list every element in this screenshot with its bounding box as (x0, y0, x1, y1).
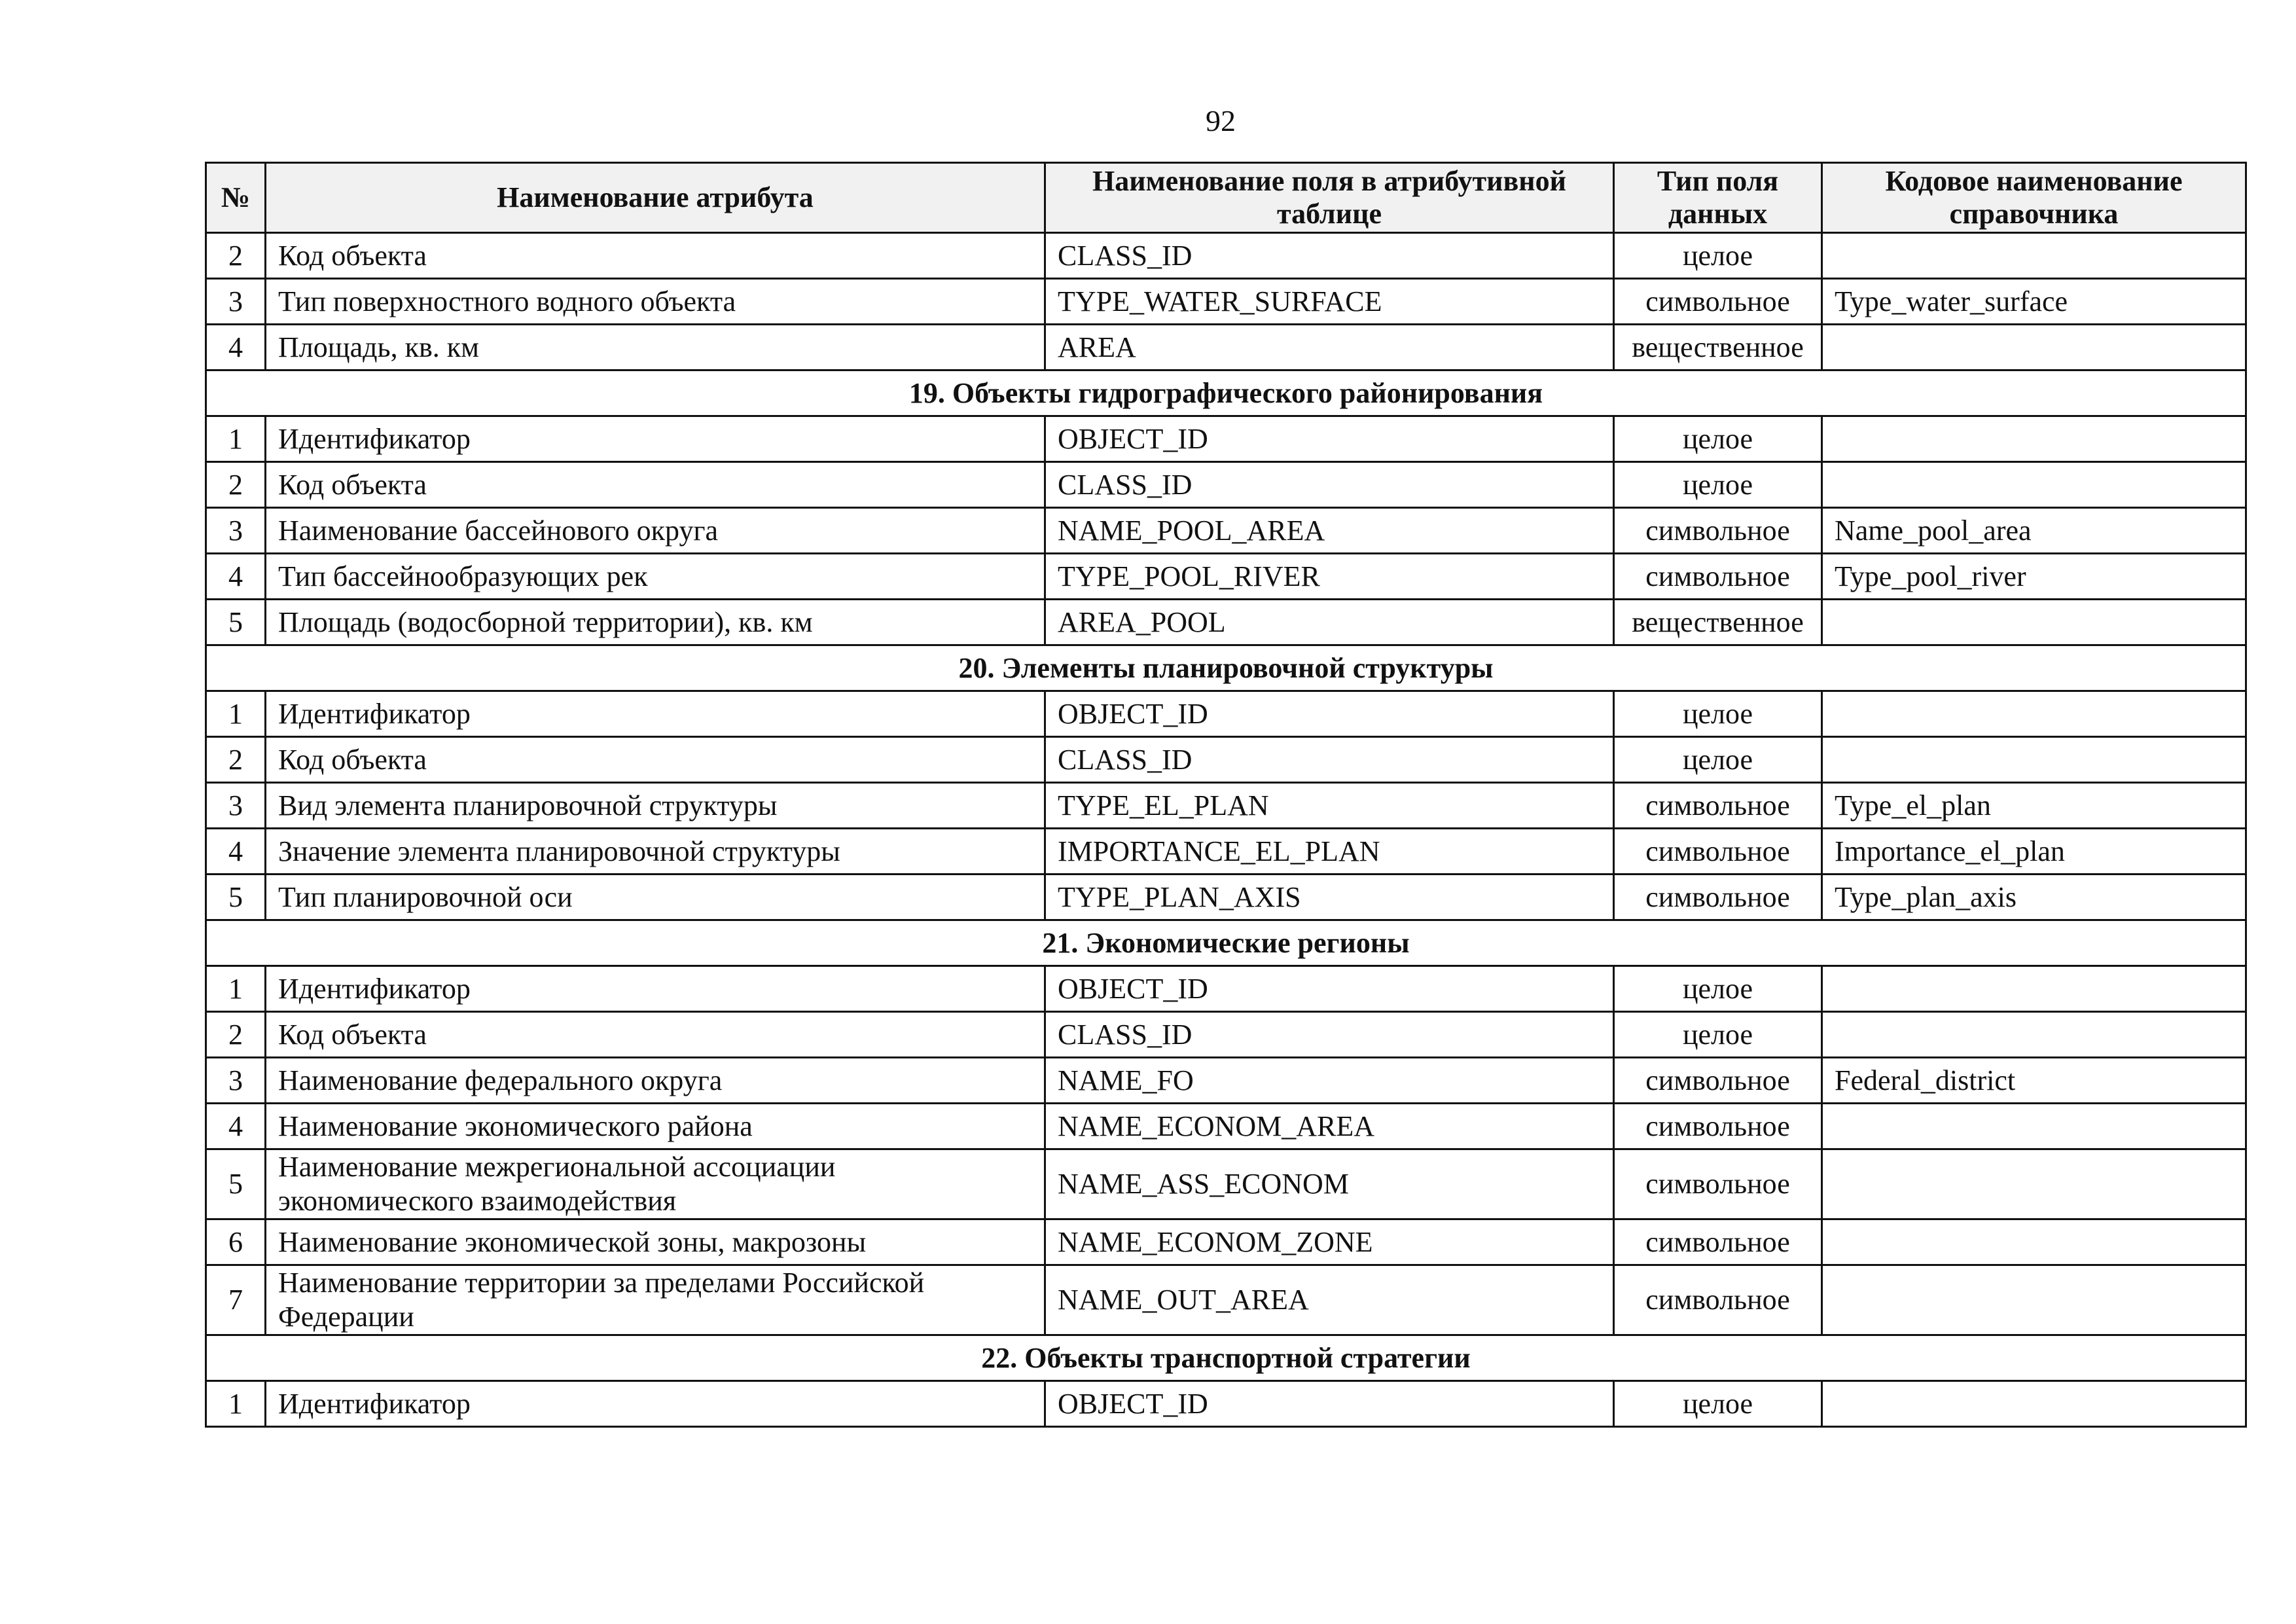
table-row (206, 1265, 2246, 1335)
cell-reference-code (1822, 1219, 2246, 1265)
cell-reference-code: Name_pool_area (1822, 508, 2246, 554)
cell-field-name: CLASS_ID (1045, 462, 1614, 508)
cell-reference-code: Type_pool_river (1822, 554, 2246, 600)
cell-data-type: целое (1614, 416, 1822, 462)
cell-reference-code: Type_el_plan (1822, 783, 2246, 829)
table-row (206, 1058, 2246, 1104)
cell-field-name: NAME_FO (1045, 1058, 1614, 1104)
cell-data-type: символьное (1614, 1104, 1822, 1149)
cell-data-type: символьное (1614, 875, 1822, 920)
page-number: 92 (1206, 104, 1236, 137)
cell-field-name: TYPE_WATER_SURFACE (1045, 279, 1614, 325)
section-header-row (206, 1335, 2246, 1381)
cell-number: 7 (206, 1265, 266, 1335)
header-field-name: Наименование поля в атрибутивной таблице (1045, 163, 1614, 233)
cell-number: 5 (206, 600, 266, 645)
cell-reference-code (1822, 416, 2246, 462)
cell-attribute-name: Идентификатор (266, 966, 1045, 1012)
table-row (206, 1012, 2246, 1058)
table-row (206, 462, 2246, 508)
cell-reference-code (1822, 1381, 2246, 1427)
cell-data-type: символьное (1614, 1219, 1822, 1265)
header-reference-code: Кодовое наименование справочника (1822, 163, 2246, 233)
cell-number: 1 (206, 966, 266, 1012)
cell-number: 2 (206, 1012, 266, 1058)
cell-reference-code (1822, 966, 2246, 1012)
cell-field-name: IMPORTANCE_EL_PLAN (1045, 829, 1614, 875)
cell-field-name: OBJECT_ID (1045, 691, 1614, 737)
cell-field-name: NAME_ECONOM_AREA (1045, 1104, 1614, 1149)
cell-field-name: CLASS_ID (1045, 737, 1614, 783)
cell-reference-code (1822, 600, 2246, 645)
cell-field-name: TYPE_EL_PLAN (1045, 783, 1614, 829)
cell-attribute-name: Идентификатор (266, 691, 1045, 737)
cell-attribute-name: Вид элемента планировочной структуры (266, 783, 1045, 829)
cell-attribute-name: Тип бассейнообразующих рек (266, 554, 1045, 600)
cell-field-name: CLASS_ID (1045, 1012, 1614, 1058)
cell-number: 3 (206, 508, 266, 554)
cell-reference-code: Importance_el_plan (1822, 829, 2246, 875)
cell-attribute-name: Тип поверхностного водного объекта (266, 279, 1045, 325)
cell-data-type: вещественное (1614, 600, 1822, 645)
cell-attribute-name: Наименование межрегиональной ассоциации экономического взаимодействия (266, 1149, 1045, 1219)
cell-field-name: TYPE_POOL_RIVER (1045, 554, 1614, 600)
header-number: № (206, 163, 266, 233)
cell-attribute-name: Идентификатор (266, 1381, 1045, 1427)
table-row (206, 783, 2246, 829)
section-title: 21. Экономические регионы (206, 920, 2246, 966)
cell-attribute-name: Наименование бассейнового округа (266, 508, 1045, 554)
cell-number: 4 (206, 554, 266, 600)
cell-reference-code: Federal_district (1822, 1058, 2246, 1104)
cell-reference-code: Type_water_surface (1822, 279, 2246, 325)
table-header-row (206, 163, 2246, 233)
cell-data-type: символьное (1614, 508, 1822, 554)
section-header-row (206, 920, 2246, 966)
cell-field-name: CLASS_ID (1045, 233, 1614, 279)
section-header-row (206, 370, 2246, 416)
header-data-type: Тип поля данных (1614, 163, 1822, 233)
cell-reference-code: Type_plan_axis (1822, 875, 2246, 920)
table-row (206, 1149, 2246, 1219)
table-row (206, 829, 2246, 875)
table-row (206, 416, 2246, 462)
cell-number: 1 (206, 1381, 266, 1427)
section-title: 22. Объекты транспортной стратегии (206, 1335, 2246, 1381)
cell-number: 1 (206, 416, 266, 462)
cell-number: 6 (206, 1219, 266, 1265)
cell-field-name: AREA_POOL (1045, 600, 1614, 645)
cell-attribute-name: Значение элемента планировочной структуры (266, 829, 1045, 875)
cell-attribute-name: Код объекта (266, 1012, 1045, 1058)
cell-field-name: AREA (1045, 325, 1614, 370)
cell-number: 4 (206, 829, 266, 875)
cell-attribute-name: Наименование экономического района (266, 1104, 1045, 1149)
table-row (206, 691, 2246, 737)
cell-attribute-name: Наименование территории за пределами Российской Федерации (266, 1265, 1045, 1335)
cell-data-type: символьное (1614, 554, 1822, 600)
cell-number: 3 (206, 1058, 266, 1104)
cell-data-type: целое (1614, 1012, 1822, 1058)
cell-reference-code (1822, 325, 2246, 370)
cell-data-type: целое (1614, 1381, 1822, 1427)
attribute-table (205, 162, 2247, 1428)
cell-field-name: TYPE_PLAN_AXIS (1045, 875, 1614, 920)
table-row (206, 508, 2246, 554)
cell-data-type: символьное (1614, 1058, 1822, 1104)
cell-reference-code (1822, 737, 2246, 783)
cell-reference-code (1822, 1104, 2246, 1149)
cell-number: 5 (206, 1149, 266, 1219)
table-row (206, 325, 2246, 370)
cell-attribute-name: Наименование экономической зоны, макрозоны (266, 1219, 1045, 1265)
table-row (206, 966, 2246, 1012)
cell-reference-code (1822, 233, 2246, 279)
table-row (206, 1219, 2246, 1265)
cell-number: 2 (206, 737, 266, 783)
cell-field-name: NAME_ASS_ECONOM (1045, 1149, 1614, 1219)
cell-reference-code (1822, 1012, 2246, 1058)
section-header-row (206, 645, 2246, 691)
table-row (206, 600, 2246, 645)
table-body (206, 233, 2246, 1427)
cell-field-name: OBJECT_ID (1045, 416, 1614, 462)
cell-number: 4 (206, 325, 266, 370)
cell-data-type: целое (1614, 691, 1822, 737)
cell-reference-code (1822, 691, 2246, 737)
table-row (206, 233, 2246, 279)
cell-data-type: целое (1614, 233, 1822, 279)
cell-number: 1 (206, 691, 266, 737)
cell-attribute-name: Код объекта (266, 737, 1045, 783)
cell-reference-code (1822, 462, 2246, 508)
cell-attribute-name: Площадь, кв. км (266, 325, 1045, 370)
cell-field-name: NAME_OUT_AREA (1045, 1265, 1614, 1335)
cell-field-name: NAME_ECONOM_ZONE (1045, 1219, 1614, 1265)
cell-number: 2 (206, 462, 266, 508)
cell-number: 4 (206, 1104, 266, 1149)
cell-data-type: символьное (1614, 279, 1822, 325)
cell-data-type: символьное (1614, 829, 1822, 875)
cell-data-type: символьное (1614, 1265, 1822, 1335)
cell-attribute-name: Площадь (водосборной территории), кв. км (266, 600, 1045, 645)
cell-number: 3 (206, 783, 266, 829)
cell-field-name: OBJECT_ID (1045, 1381, 1614, 1427)
cell-number: 5 (206, 875, 266, 920)
cell-reference-code (1822, 1265, 2246, 1335)
cell-data-type: целое (1614, 966, 1822, 1012)
table-row (206, 737, 2246, 783)
table-row (206, 875, 2246, 920)
section-title: 20. Элементы планировочной структуры (206, 645, 2246, 691)
table-row (206, 554, 2246, 600)
cell-data-type: целое (1614, 462, 1822, 508)
section-title: 19. Объекты гидрографического районирования (206, 370, 2246, 416)
cell-attribute-name: Наименование федерального округа (266, 1058, 1045, 1104)
cell-data-type: целое (1614, 737, 1822, 783)
table-row (206, 279, 2246, 325)
header-attribute-name: Наименование атрибута (266, 163, 1045, 233)
cell-attribute-name: Код объекта (266, 233, 1045, 279)
cell-data-type: символьное (1614, 1149, 1822, 1219)
cell-data-type: вещественное (1614, 325, 1822, 370)
cell-number: 2 (206, 233, 266, 279)
table-row (206, 1381, 2246, 1427)
table-row (206, 1104, 2246, 1149)
cell-field-name: OBJECT_ID (1045, 966, 1614, 1012)
cell-reference-code (1822, 1149, 2246, 1219)
cell-attribute-name: Идентификатор (266, 416, 1045, 462)
cell-field-name: NAME_POOL_AREA (1045, 508, 1614, 554)
cell-attribute-name: Код объекта (266, 462, 1045, 508)
cell-attribute-name: Тип планировочной оси (266, 875, 1045, 920)
cell-data-type: символьное (1614, 783, 1822, 829)
cell-number: 3 (206, 279, 266, 325)
